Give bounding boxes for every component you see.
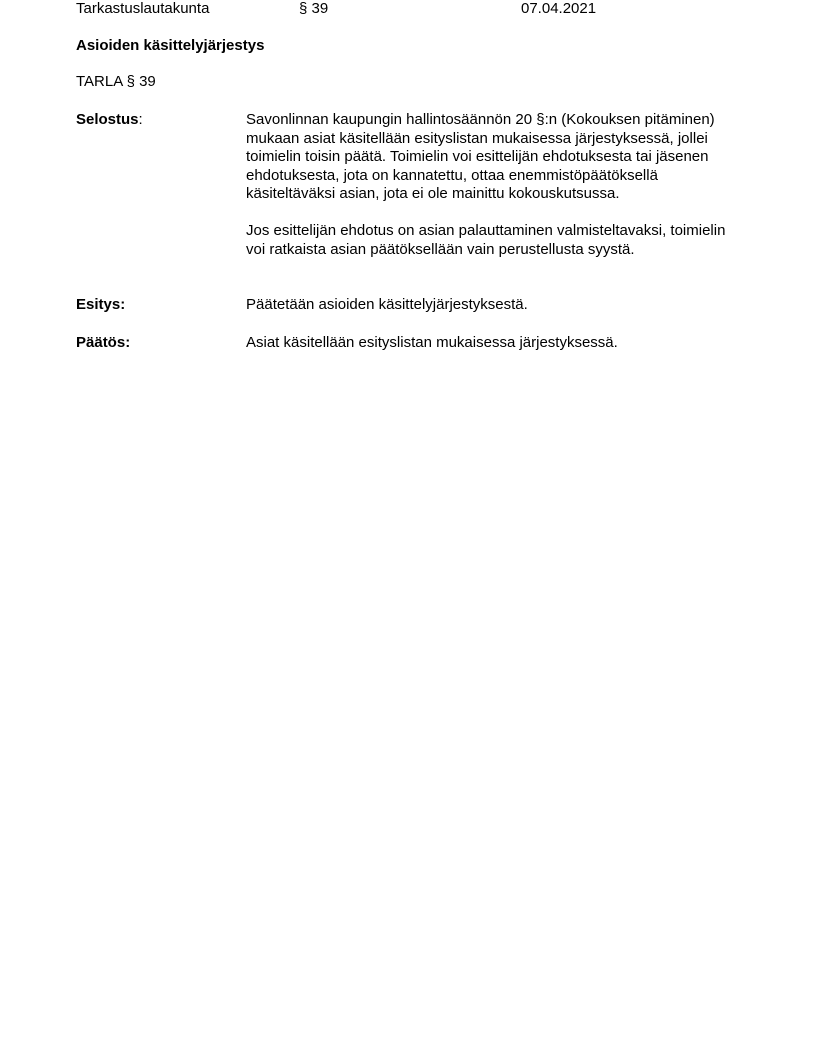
esitys-text: Päätetään asioiden käsittelyjärjestyksestä.	[246, 296, 528, 313]
selostus-paragraph: Jos esittelijän ehdotus on asian palauttaminen valmisteltavaksi, toimielin voi ratkaista asian päätöksellään vain perustellusta syystä.	[246, 222, 726, 258]
paatos-content	[246, 334, 731, 353]
header-section-number: § 39	[299, 0, 329, 17]
selostus-label	[76, 111, 143, 130]
document-title: Asioiden käsittelyjärjestys	[76, 37, 265, 54]
header-date: 07.04.2021	[521, 0, 597, 17]
esitys-label	[76, 296, 125, 315]
paatos-text: Asiat käsitellään esityslistan mukaisessa järjestyksessä.	[246, 334, 618, 351]
selostus-paragraph: Savonlinnan kaupungin hallintosäännön 20 §:n (Kokouksen pitäminen) mukaan asiat käsitellään esityslistan mukaisessa järjestyksessä, jollei toimielin toisin päätä. Toimielin voi esittelijän ehdotuksesta tai jäsenen ehdotuksesta, jota on kannatettu, ottaa enemmistöpäätöksellä käsiteltäväksi asian, jota ei ole mainittu kokouskutsussa.	[246, 111, 715, 202]
esitys-label-text: Esitys:	[76, 296, 126, 313]
selostus-content	[246, 111, 731, 259]
selostus-label-text: Selostus	[76, 111, 139, 128]
header-committee: Tarkastuslautakunta	[76, 0, 210, 17]
paatos-label	[76, 334, 130, 353]
paatos-label-text: Päätös:	[76, 334, 131, 351]
selostus-label-colon: :	[138, 111, 143, 128]
section-reference: TARLA § 39	[76, 73, 156, 90]
esitys-content	[246, 296, 731, 315]
